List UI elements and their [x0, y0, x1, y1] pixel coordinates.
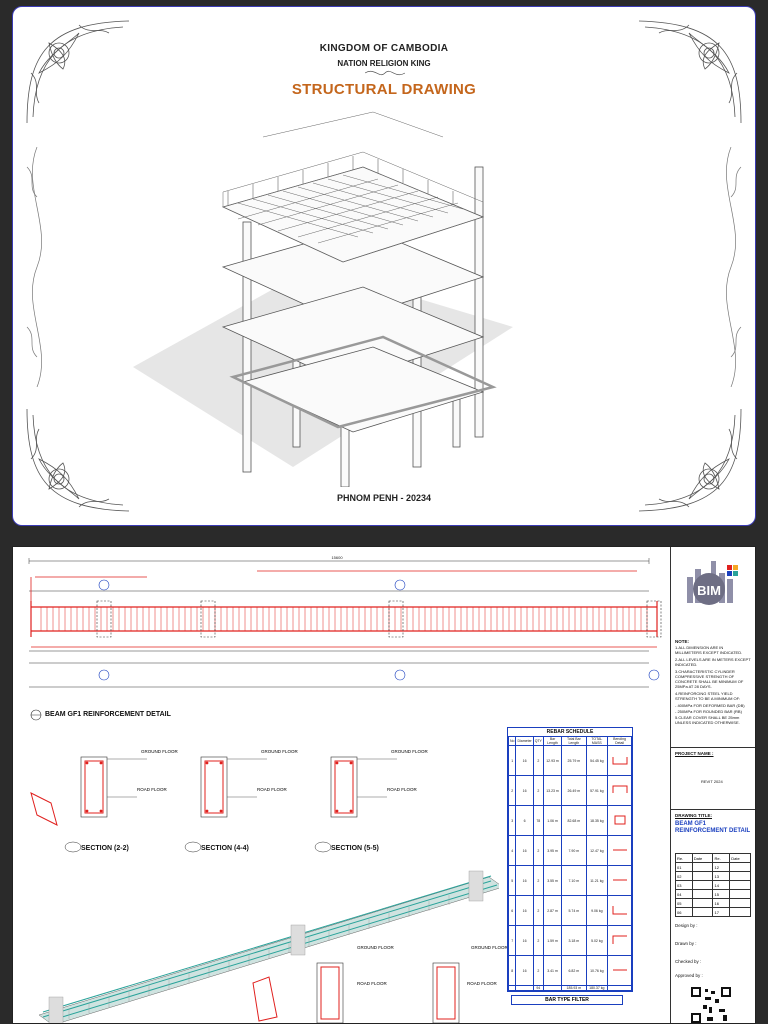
table-row — [509, 896, 632, 926]
note-1: 1.ALL DIMENSION ARE IN MILLIMETERS EXCEPT INDICATED. — [675, 645, 743, 655]
road-floor-label-5: ROAD FLOOR — [467, 981, 497, 986]
ornament-left-side-icon — [17, 147, 57, 387]
overall-dimension: 15600 — [331, 555, 343, 560]
cell: 16 — [516, 956, 533, 986]
bending-shape-icon — [608, 866, 632, 896]
detail-marker-icon — [29, 709, 43, 721]
cell: 4 — [509, 836, 516, 866]
cell: 1.06 m — [543, 806, 561, 836]
cell: 12.93 m — [543, 746, 561, 776]
table-row — [509, 836, 632, 866]
cell: 3.55 m — [543, 866, 561, 896]
cell: 16 — [516, 926, 533, 956]
cell: Re. — [713, 854, 730, 863]
cell: 1.59 m — [543, 926, 561, 956]
bending-shape-icon — [608, 896, 632, 926]
cover-sheet — [12, 6, 756, 526]
section-label-2-2: SECTION (2-2) — [81, 845, 129, 852]
cell: 5.02 kg — [586, 926, 608, 956]
schedule-col-diameter: Diameter — [516, 737, 533, 746]
table-row — [509, 806, 632, 836]
rebar-schedule-title: REBAR SCHEDULE — [546, 729, 594, 735]
cell: 3 — [509, 806, 516, 836]
table-row — [509, 926, 632, 956]
ground-floor-label-1: GROUND FLOOR — [141, 749, 178, 754]
cell: 12.47 kg — [586, 836, 608, 866]
bim-logo-icon — [679, 555, 745, 621]
cell: 2 — [533, 956, 543, 986]
structure-3d-model — [113, 107, 633, 487]
cell: Date — [730, 854, 751, 863]
cell: 57.91 kg — [586, 776, 608, 806]
beam-detail-heading: BEAM GF1 REINFORCEMENT DETAIL — [45, 711, 171, 718]
cell: 10.76 kg — [586, 956, 608, 986]
cell: 13 — [713, 872, 730, 881]
cell: 18.35 kg — [586, 806, 608, 836]
cell: 2 — [509, 776, 516, 806]
bending-shape-icon — [608, 776, 632, 806]
cell: 6.82 m — [562, 956, 586, 986]
cover-location-date: PHNOM PENH - 20234 — [336, 493, 432, 503]
cell: 3.18 m — [562, 926, 586, 956]
cell: 185.93 m — [562, 986, 586, 991]
cell: 16 — [516, 836, 533, 866]
cell: 9.06 kg — [586, 896, 608, 926]
cell: 12 — [713, 863, 730, 872]
checked-by-label: Checked by : — [675, 959, 702, 964]
bar-type-filter-title: BAR TYPE FILTER — [511, 995, 623, 1005]
design-by-label: Design by : — [675, 923, 698, 928]
detail-sheet — [12, 546, 756, 1024]
software-label: REVIT 2024 — [701, 779, 723, 784]
table-row — [509, 776, 632, 806]
bending-shape-icon — [608, 956, 632, 986]
schedule-col-no: No — [509, 737, 516, 746]
qr-code-icon[interactable] — [689, 985, 733, 1024]
cell: 2 — [533, 866, 543, 896]
ground-floor-label-3: GROUND FLOOR — [391, 749, 428, 754]
cell: 54.45 kg — [586, 746, 608, 776]
cell: 05 — [676, 899, 693, 908]
cover-kingdom-line: KINGDOM OF CAMBODIA — [319, 43, 449, 54]
cell: 16 — [516, 746, 533, 776]
road-floor-label-4: ROAD FLOOR — [357, 981, 387, 986]
cell: 7 — [509, 926, 516, 956]
cell: 2 — [533, 746, 543, 776]
cell: Re. — [676, 854, 693, 863]
cell: 16 — [516, 896, 533, 926]
ornament-top-right-icon — [629, 13, 749, 133]
cell: 3.41 m — [543, 956, 561, 986]
cell: 06 — [676, 908, 693, 917]
beam-elevation-drawing — [17, 551, 667, 701]
note-3: 3.CHARACTERISTIC CYLINDER COMPRESSIVE STRENGTH OF CONCRETE SHALL BE MINIMUM OF 25MPa AT 28 DAYS. — [675, 669, 744, 689]
cell: 11.21 kg — [586, 866, 608, 896]
schedule-col-qty: QTY — [533, 737, 543, 746]
cell: 17 — [713, 908, 730, 917]
cell: 2 — [533, 776, 543, 806]
drawing-title-label: DRAWING TITLE: — [675, 813, 712, 818]
drawing-title: BEAM GF1 REINFORCEMENT DETAIL — [675, 821, 751, 834]
schedule-col-bending: Bending Detail — [608, 737, 632, 746]
cell: 14 — [713, 881, 730, 890]
cell: 82.68 m — [562, 806, 586, 836]
cell: 3.95 m — [543, 836, 561, 866]
road-floor-label-3: ROAD FLOOR — [387, 787, 417, 792]
cell: 7.10 m — [562, 866, 586, 896]
bending-shape-icon — [608, 836, 632, 866]
cell: 02 — [676, 872, 693, 881]
title-ornament-icon — [365, 67, 405, 79]
bending-shape-icon — [608, 806, 632, 836]
cell: 04 — [676, 890, 693, 899]
approved-by-label: Approved by : — [675, 973, 703, 978]
bending-shape-icon — [608, 926, 632, 956]
schedule-header-row — [509, 737, 632, 746]
note-2: 2.ALL LEVELS ARE IN METERS EXCEPT INDICATED. — [675, 657, 751, 667]
schedule-col-total-length: Total Bar Length — [562, 737, 586, 746]
title-block — [670, 547, 755, 1023]
cell: 03 — [676, 881, 693, 890]
cell: 2.87 m — [543, 896, 561, 926]
cell: 16 — [516, 776, 533, 806]
cell: 2 — [533, 836, 543, 866]
note-5: 5.CLEAR COVER SHALL BE 25mm UNLESS INDICATED OTHERWISE. — [675, 715, 740, 725]
cell: 7.90 m — [562, 836, 586, 866]
cell: Date — [692, 854, 713, 863]
note-4a: - 400MPa FOR DEFORMED BAR (DB) — [675, 703, 745, 708]
note-heading: NOTE: — [675, 639, 689, 644]
cell: 78 — [533, 806, 543, 836]
cell: 15 — [713, 890, 730, 899]
schedule-col-total-mass: TOTAL MASS — [586, 737, 608, 746]
ground-floor-label-5: GROUND FLOOR — [471, 945, 508, 950]
schedule-total-row — [509, 986, 632, 991]
note-4: 4.REINFORCING STEEL YIELD STRENGTH TO BE A MINIMUM OF: — [675, 691, 741, 701]
cover-drawing-title: STRUCTURAL DRAWING — [291, 81, 477, 98]
project-name-label: PROJECT NAME : — [675, 751, 714, 756]
cell: 5 — [509, 866, 516, 896]
schedule-col-bar-length: Bar Length — [543, 737, 561, 746]
cell: 13.23 m — [543, 776, 561, 806]
note-4b: - 250MPa FOR ROUNDED BAR (RB) — [675, 709, 742, 714]
revision-table — [675, 853, 751, 917]
ground-floor-label-4: GROUND FLOOR — [357, 945, 394, 950]
cell: 01 — [676, 863, 693, 872]
cell: 2 — [533, 896, 543, 926]
table-row — [509, 866, 632, 896]
cell: 1 — [509, 746, 516, 776]
cover-motto-line: NATION RELIGION KING — [337, 59, 431, 68]
cell: 16 — [713, 899, 730, 908]
section-label-4-4: SECTION (4-4) — [201, 845, 249, 852]
table-row — [509, 746, 632, 776]
cell: 16 — [516, 866, 533, 896]
cell: 6 — [509, 896, 516, 926]
cell: 2 — [533, 926, 543, 956]
cell: 26.49 m — [562, 776, 586, 806]
ground-floor-label-2: GROUND FLOOR — [261, 749, 298, 754]
road-floor-label-2: ROAD FLOOR — [257, 787, 287, 792]
cell: 180.37 kg — [586, 986, 608, 991]
table-row — [509, 956, 632, 986]
ornament-right-side-icon — [711, 147, 751, 387]
cell: 8 — [509, 956, 516, 986]
bim-logo-text: BIM — [697, 583, 721, 598]
cell: 6 — [516, 806, 533, 836]
drawn-by-label: Drawn by : — [675, 941, 697, 946]
section-label-5-5: SECTION (5-5) — [331, 845, 379, 852]
cell: 94 — [533, 986, 543, 991]
rebar-schedule-table — [507, 727, 633, 992]
road-floor-label-1: ROAD FLOOR — [137, 787, 167, 792]
cell: 25.79 m — [562, 746, 586, 776]
bending-shape-icon — [608, 746, 632, 776]
cell: 5.74 m — [562, 896, 586, 926]
